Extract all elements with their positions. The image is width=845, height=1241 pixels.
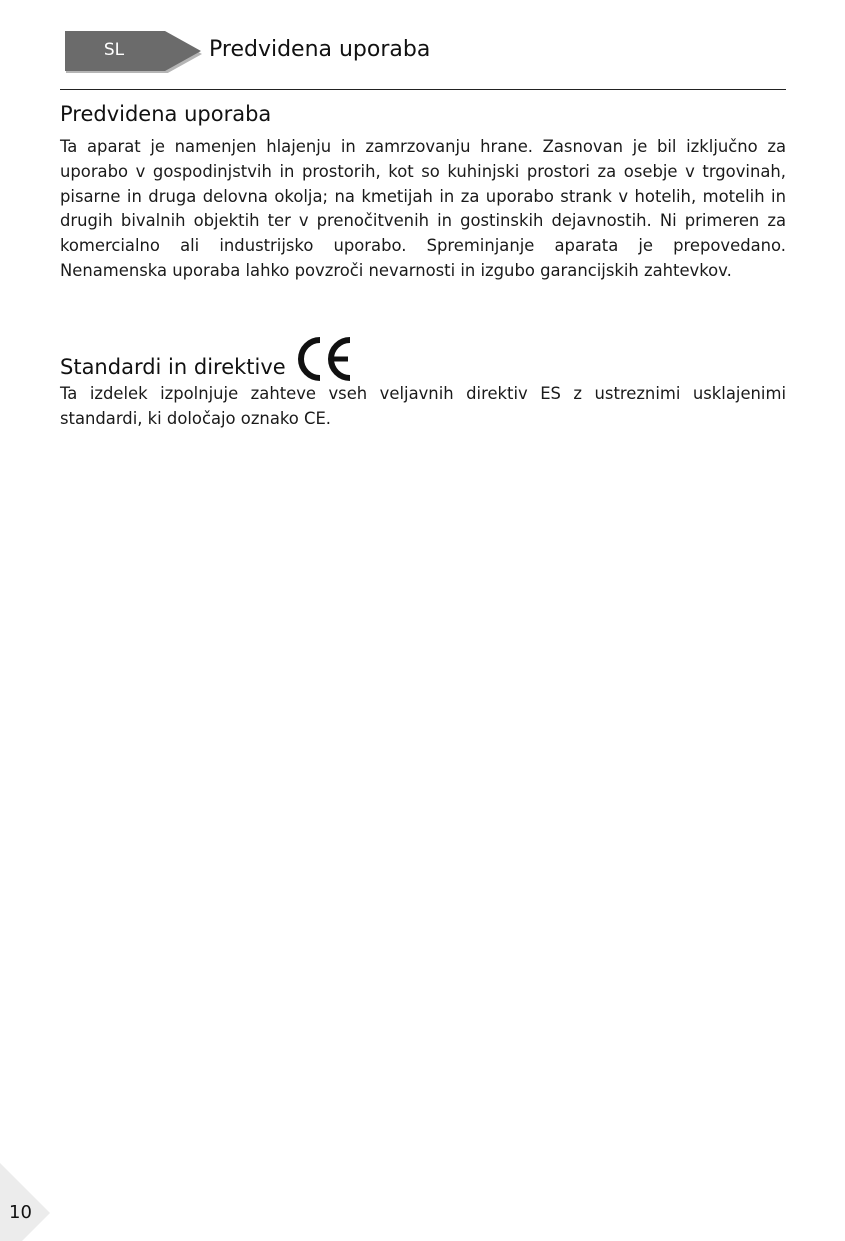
section-body: Ta aparat je namenjen hlajenju in zamrzovanju hrane. Zasnovan je bil izključno za uporabo v gospodinjstvih in prostorih, kot so kuhinjski prostori za osebje v trgovinah, pisarne in druga delovna okolja; na kmetijah in za uporabo strank v hotelih, motelih in drugih bivalnih objektih ter v prenočitvenih in gostinskih dejavnostih. Ni primeren za komercialno ali industrijsko uporabo. Spreminjanje aparata je prepovedano. Nenamenska uporaba lahko povzroči nevarnosti in izgubo garancijskih zahtevkov. <box>60 137 786 280</box>
header-title: Predvidena uporaba <box>209 37 431 62</box>
ce-mark-icon <box>294 336 354 382</box>
language-code: SL <box>103 40 125 60</box>
section-heading-row <box>60 336 786 382</box>
header-divider <box>60 89 786 90</box>
section-heading: Standardi in direktive <box>60 355 286 379</box>
page-number: 10 <box>9 1202 32 1223</box>
section-heading: Predvidena uporaba <box>60 102 272 126</box>
language-tab <box>65 31 203 73</box>
section-body: Ta izdelek izpolnjuje zahteve vseh veljavnih direktiv ES z ustreznimi usklajenimi standardi, ki določajo oznako CE. <box>60 384 786 428</box>
section-intended-use <box>60 101 786 284</box>
section-standards-directives <box>60 336 786 432</box>
